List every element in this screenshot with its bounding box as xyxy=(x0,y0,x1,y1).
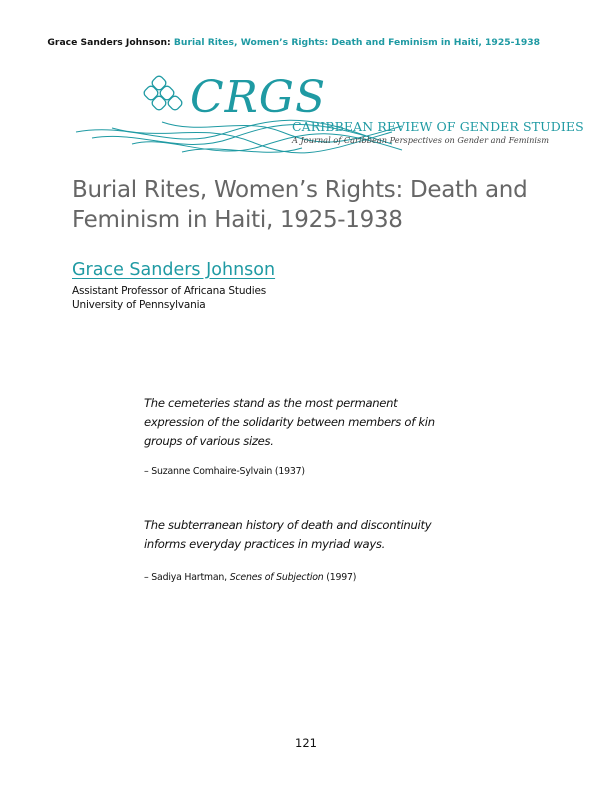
epigraph-1-attribution: – Suzanne Comhaire-Sylvain (1937) xyxy=(144,466,305,477)
article-title-line2: Feminism in Haiti, 1925-1938 xyxy=(72,207,403,233)
journal-name: CARIBBEAN REVIEW OF GENDER STUDIES xyxy=(292,119,584,134)
journal-tagline: A Journal of Caribbean Perspectives on Gender and Feminism xyxy=(292,135,549,145)
article-title xyxy=(72,175,542,235)
running-header-title: Burial Rites, Women’s Rights: Death and Feminism in Haiti, 1925-1938 xyxy=(173,37,540,48)
page-number: 121 xyxy=(295,736,317,750)
article-title-line1: Burial Rites, Women’s Rights: Death and xyxy=(72,177,528,203)
epigraph-2-line1: The subterranean history of death and discontinuity xyxy=(144,518,432,532)
running-header-author: Grace Sanders Johnson: xyxy=(47,37,171,48)
epigraph-2-attribution-work: Scenes of Subjection xyxy=(229,572,324,583)
author-link[interactable]: Grace Sanders Johnson xyxy=(72,260,276,280)
epigraph-2 xyxy=(144,516,464,554)
author-role: Assistant Professor of Africana Studies xyxy=(72,285,266,297)
epigraph-1-line1: The cemeteries stand as the most permanent xyxy=(144,396,398,410)
epigraph-2-line2: informs everyday practices in myriad ways. xyxy=(144,537,386,551)
epigraph-2-attribution-prefix: – Sadiya Hartman, xyxy=(144,572,230,583)
epigraph-1-line3: groups of various sizes. xyxy=(144,434,274,448)
logo-mark: CRGS xyxy=(190,72,327,123)
epigraph-2-attribution-suffix: (1997) xyxy=(323,572,357,583)
epigraph-2-attribution xyxy=(144,572,356,583)
author-institution: University of Pennsylvania xyxy=(72,299,206,311)
epigraph-1-line2: expression of the solidarity between members of kin xyxy=(144,415,435,429)
running-header xyxy=(47,37,540,48)
journal-logo xyxy=(72,72,584,164)
epigraph-1 xyxy=(144,394,464,451)
